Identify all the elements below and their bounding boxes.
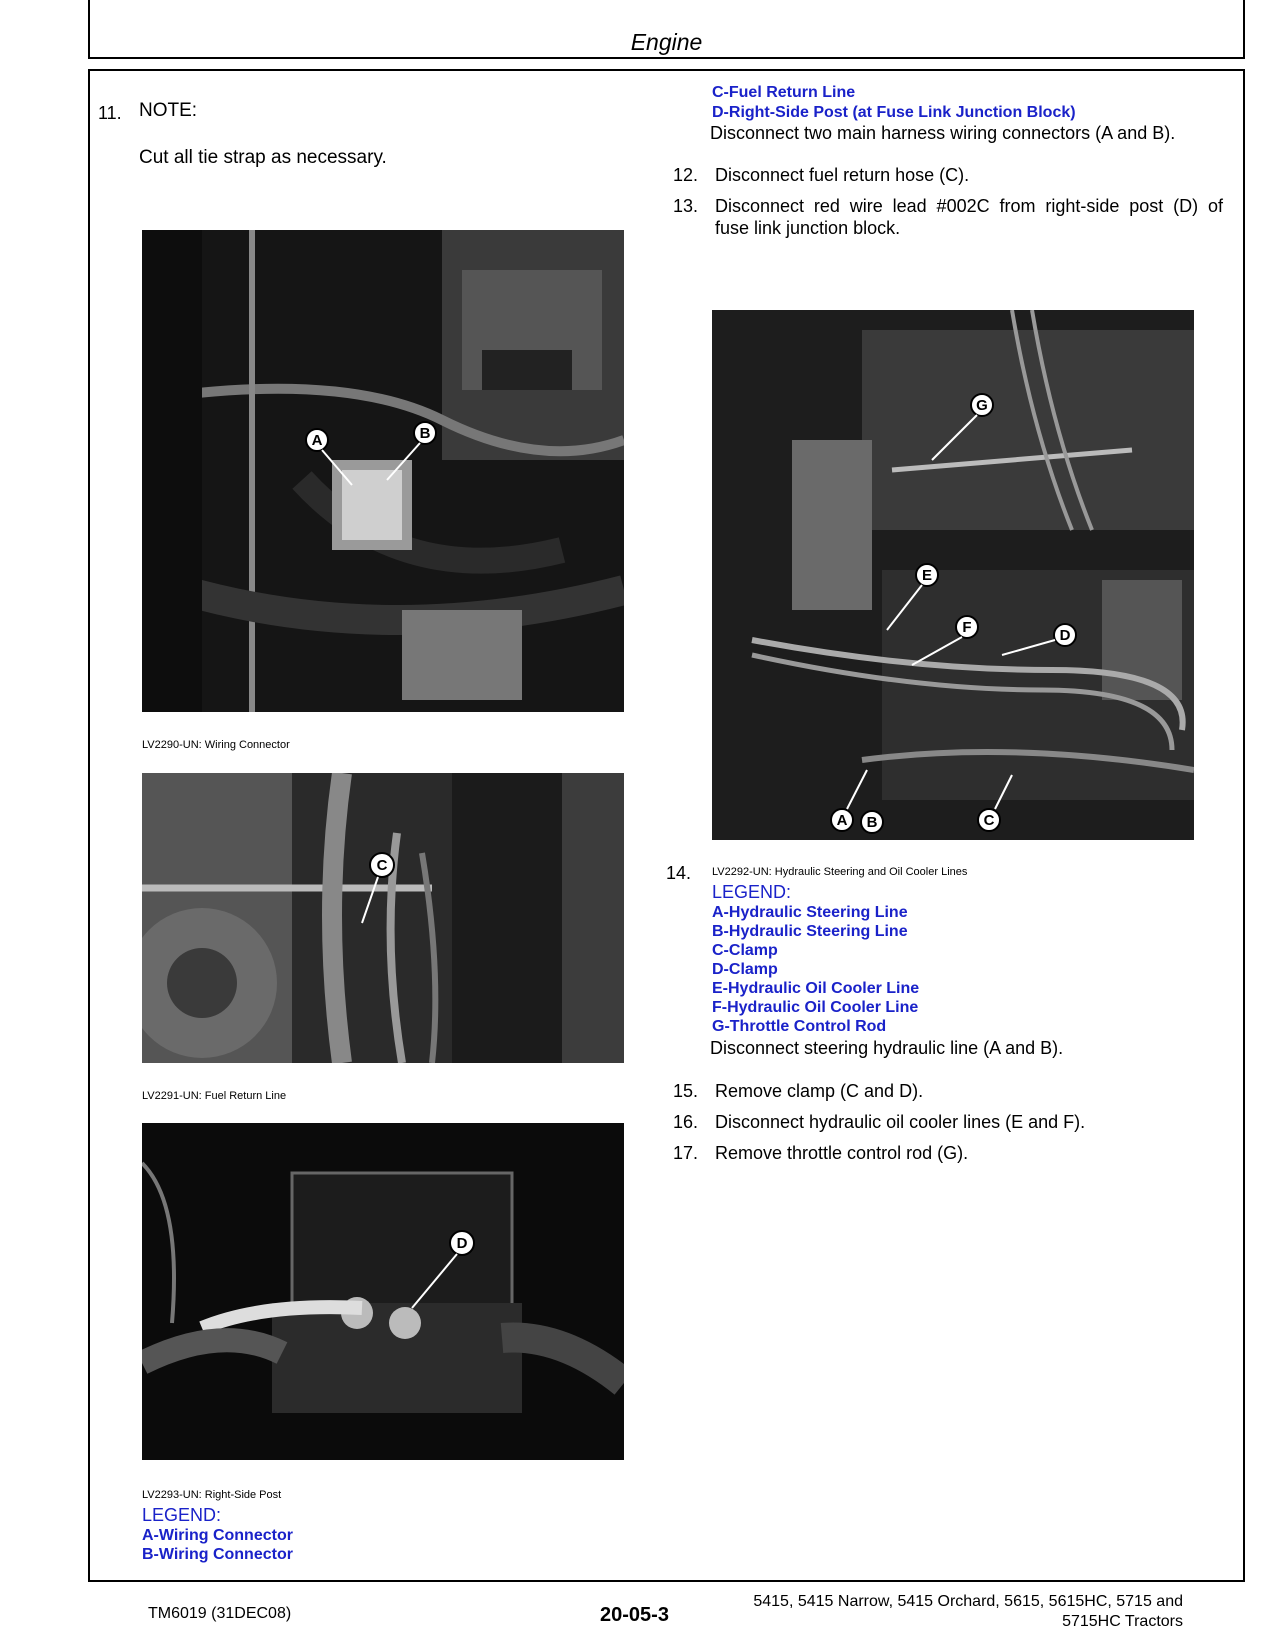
step-12-number: 12. <box>673 165 699 185</box>
note-label: NOTE: <box>139 100 198 121</box>
document-id: TM6019 (31DEC08) <box>148 1605 292 1622</box>
legend-item: B-Wiring Connector <box>142 1546 293 1563</box>
step-16-text: Disconnect hydraulic oil cooler lines (E and F). <box>715 1112 1086 1132</box>
page-number: 20-05-3 <box>600 1604 669 1626</box>
step-11-number: 11. <box>98 103 122 123</box>
callout-d: D <box>456 1235 468 1252</box>
callout-d: D <box>1059 627 1071 644</box>
callout-c: C <box>983 812 995 829</box>
fuel-return-line-photo <box>142 773 624 1063</box>
legend-item: A-Hydraulic Steering Line <box>712 904 908 921</box>
callout-b: B <box>866 814 878 831</box>
step-15-number: 15. <box>673 1081 699 1101</box>
step-11-text: Cut all tie strap as necessary. <box>139 147 387 168</box>
callout-b: B <box>419 425 431 442</box>
legend-item: B-Hydraulic Steering Line <box>712 923 908 940</box>
step-17-text: Remove throttle control rod (G). <box>715 1143 969 1163</box>
legend-item: D-Right-Side Post (at Fuse Link Junction Block) <box>712 104 1076 121</box>
step-13-number: 13. <box>673 196 699 216</box>
legend-item: A-Wiring Connector <box>142 1527 293 1544</box>
step-15-text: Remove clamp (C and D). <box>715 1081 924 1101</box>
step-13-text-line2: fuse link junction block. <box>715 218 901 238</box>
step-14-number: 14. <box>666 863 692 883</box>
callout-a: A <box>311 432 323 449</box>
hydraulic-lines-photo <box>712 310 1194 840</box>
step-17-number: 17. <box>673 1143 699 1163</box>
step-14-text: Disconnect steering hydraulic line (A and B). <box>710 1038 1064 1058</box>
callout-e: E <box>921 567 933 584</box>
instruction-text: Disconnect two main harness wiring connectors (A and B). <box>710 123 1176 143</box>
figure-caption: LV2293-UN: Right-Side Post <box>142 1489 282 1501</box>
wiring-connector-photo <box>142 230 624 712</box>
legend-item: D-Clamp <box>712 961 778 978</box>
page-title: Engine <box>630 29 703 55</box>
figure-caption: LV2290-UN: Wiring Connector <box>142 739 290 751</box>
legend-item: E-Hydraulic Oil Cooler Line <box>712 980 920 997</box>
callout-g: G <box>976 397 988 414</box>
models-text <box>733 1592 1183 1632</box>
figure-caption: LV2291-UN: Fuel Return Line <box>142 1090 287 1102</box>
step-13-text-line1: Disconnect red wire lead #002C from right-side post (D) of <box>715 196 1223 216</box>
right-side-post-photo <box>142 1123 624 1460</box>
callout-f: F <box>962 619 972 636</box>
models-line-2: 5715HC Tractors <box>1062 1613 1183 1630</box>
legend-item: F-Hydraulic Oil Cooler Line <box>712 999 919 1016</box>
figure-caption: LV2292-UN: Hydraulic Steering and Oil Cooler Lines <box>712 866 968 878</box>
legend-item: G-Throttle Control Rod <box>712 1018 887 1035</box>
legend-title: LEGEND: <box>712 882 792 902</box>
callout-c: C <box>376 857 388 874</box>
legend-item: C-Fuel Return Line <box>712 84 856 101</box>
callout-a: A <box>836 812 848 829</box>
step-12-text: Disconnect fuel return hose (C). <box>715 165 970 185</box>
models-line-1: 5415, 5415 Narrow, 5415 Orchard, 5615, 5615HC, 5715 and <box>753 1593 1183 1610</box>
legend-item: C-Clamp <box>712 942 778 959</box>
legend-title: LEGEND: <box>142 1505 222 1525</box>
step-16-number: 16. <box>673 1112 699 1132</box>
